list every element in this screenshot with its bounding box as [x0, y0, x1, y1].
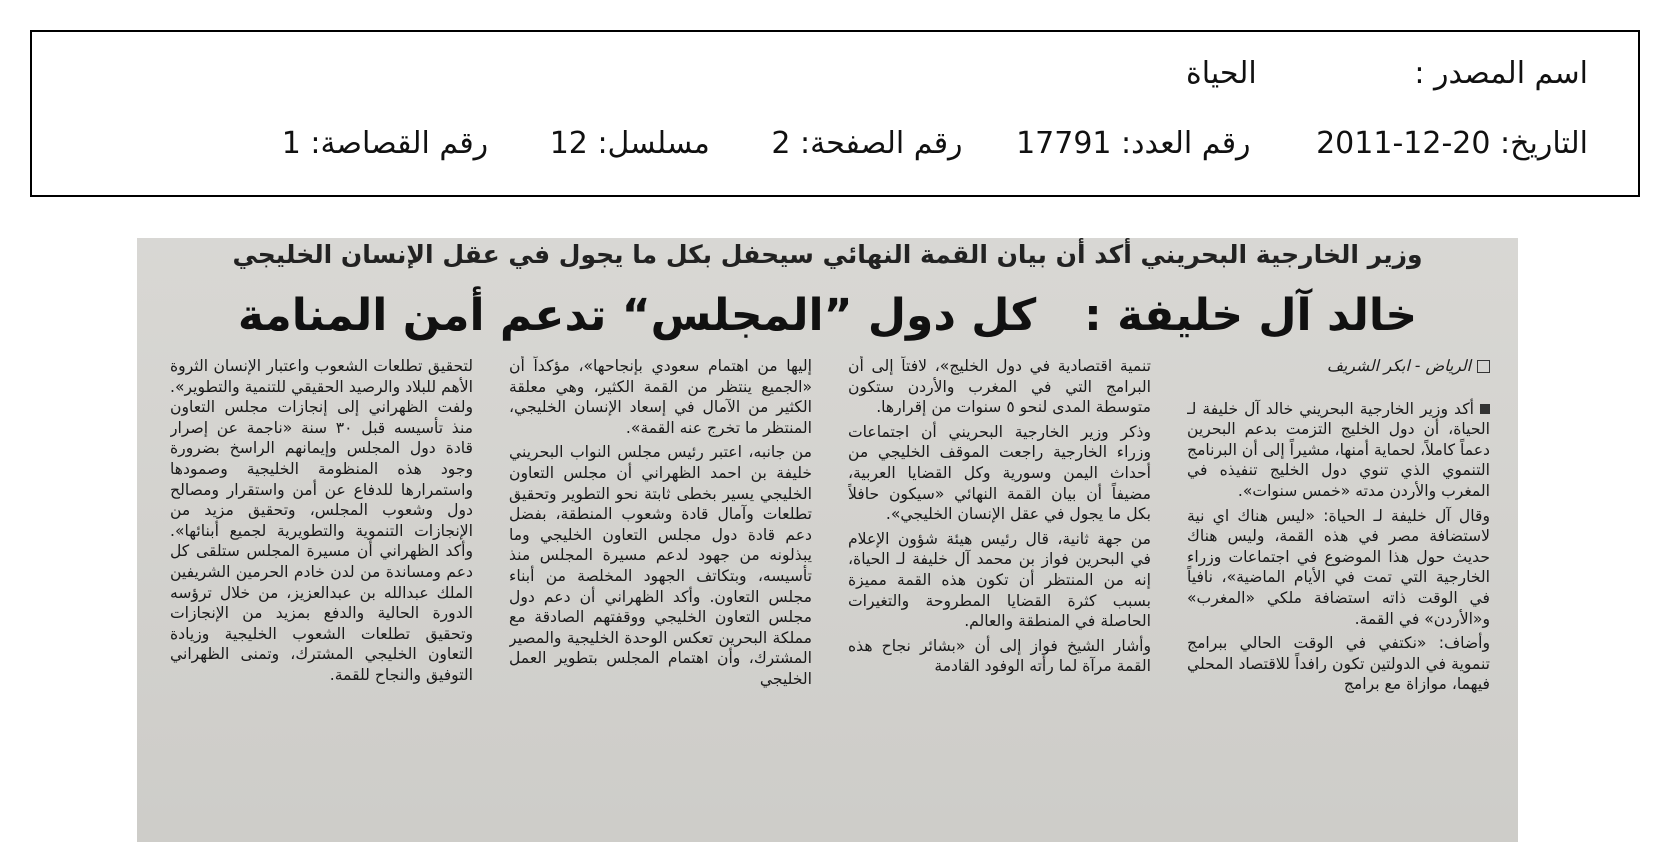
- date-field: التاريخ: 20-12-2011: [1316, 126, 1588, 161]
- paragraph: [1187, 399, 1490, 502]
- paragraph: تنمية اقتصادية في دول الخليج»، لافتاً إلى أن البرامج التي في المغرب والأردن ستكون متوسطة المدى لنحو ٥ سنوات من إقرارها.: [848, 357, 1151, 417]
- clip-number: رقم القصاصة: 1: [281, 126, 489, 161]
- article-column-4: [170, 356, 473, 836]
- paragraph: وذكر وزير الخارجية البحريني أن اجتماعات وزراء الخارجية راجعت الموقف الخليجي من أحداث اليمن وسورية وكل القضايا العربية، مضيفاً أن بيان القمة النهائي «سيكون حافلاً بكل ما يجول في عقل الإنسان الخليجي».: [848, 422, 1151, 524]
- paragraph: من جهة ثانية، قال رئيس هيئة شؤون الإعلام في البحرين فواز بن محمد آل خليفة لـ الحياة، إنه من المنتظر أن تكون هذه القمة مميزة بسبب كثرة القضايا المطروحة والتغيرات الحاصلة في المنطقة والعالم.: [848, 529, 1151, 631]
- paragraph: إليها من اهتمام سعودي بإنجاحها»، مؤكداً أن «الجميع ينتظر من القمة الكثير، وهي معلقة الكثير من الآمال في إسعاد الإنسان الخليجي، المنتظر ما تخرج عنه القمة».: [509, 357, 812, 437]
- paragraph: وأشار الشيخ فواز إلى أن «بشائر نجاح هذه القمة مرآة لما رأته الوفود القادمة: [848, 636, 1151, 676]
- headline-part-2: كل دول ”المجلس“ تدعم أمن المنامة: [237, 290, 1037, 341]
- paragraph: من جانبه، اعتبر رئيس مجلس النواب البحريني خليفة بن احمد الظهراني أن مجلس التعاون الخليجي يسير بخطى ثابتة نحو التطوير وتحقيق تطلعات وآمال قادة وشعوب المنطقة، بفضل دعم قادة دول مجلس التعاون الخليجي وما يبذلونه من جهود لدعم مسيرة المجلس منذ تأسيسه، وبتكاتف الجهود المخلصة من أبناء مجلس التعاون. وأكد الظهراني أن دعم دول مجلس التعاون الخليجي ووقفتهم الصادقة مع مملكة البحرين تعكس الوحدة الخليجية والمصير المشترك، وأن اهتمام المجلس بتطوير العمل الخليجي: [509, 443, 812, 688]
- article-column-1: [1187, 356, 1490, 836]
- serial-number: مسلسل: 12: [549, 126, 710, 161]
- issue-number: رقم العدد: 17791: [1016, 126, 1251, 161]
- paragraph-text: أكد وزير الخارجية البحريني خالد آل خليفة لـ الحياة، أن دول الخليج التزمت بدعم البحرين دعماً كاملاً، لحماية أمنها، مشيراً إلى أن البرنامج التنموي الذي تنوي دول الخليج تنفيذه في المغرب والأردن مدته «خمس سنوات».: [1187, 399, 1490, 500]
- page-number: رقم الصفحة: 2: [771, 126, 963, 161]
- article-column-2: [848, 356, 1151, 836]
- clipping-metadata-box: [30, 30, 1640, 197]
- source-label: اسم المصدر :: [1414, 56, 1588, 91]
- paragraph: وقال آل خليفة لـ الحياة: «ليس هناك اي نية لاستضافة مصر في هذه القمة، وليس هناك حديث حول هذا الموضوع في اجتماعات وزراء الخارجية التي تمت في الأيام الماضية»، نافياً في الوقت ذاته استضافة ملكي «المغرب» و«الأردن» في القمة.: [1187, 506, 1490, 628]
- source-line: [1186, 54, 1588, 94]
- paragraph: لتحقيق تطلعات الشعوب واعتبار الإنسان الثروة الأهم للبلاد والرصيد الحقيقي للتنمية والتطوير». ولفت الظهراني إلى إنجازات مجلس التعاون منذ تأسيسه قبل ٣٠ سنة «ناجمة عن إصرار قادة دول المجلس وإيمانهم الراسخ بضرورة وجود هذه المنظومة الخليجية وصمودها واستمرارها للدفاع عن أمن واستقرار ومصالح دول وشعوب المجلس، وتحقيق مزيد من الإنجازات التنموية والتطويرية لجميع أبنائها». وأكد الظهراني أن مسيرة المجلس ستلقى كل دعم ومساندة من لدن خادم الحرمين الشريفين الملك عبدالله بن عبدالعزيز، من خلال ترؤسه الدورة الحالية والدفع بمزيد من الإنجازات وتحقيق تطلعات الشعوب الخليجية وزيادة التعاون الخليجي المشترك، وتمنى الظهراني التوفيق والنجاح للقمة.: [170, 357, 473, 684]
- paragraph: وأضاف: «نكتفي في الوقت الحالي ببرامج تنموية في الدولتين تكون رافداً للاقتصاد المحلي فيهما، موازاة مع برامج: [1187, 634, 1490, 694]
- article-columns: [170, 356, 1490, 836]
- newspaper-clipping: [137, 238, 1518, 842]
- lead-square-icon: [1480, 404, 1490, 414]
- article-headline: [137, 288, 1518, 344]
- byline-box-icon: [1477, 360, 1490, 373]
- article-kicker: وزير الخارجية البحريني أكد أن بيان القمة النهائي سيحفل بكل ما يجول في عقل الإنسان الخليجي: [232, 240, 1423, 269]
- article-column-3: [509, 356, 812, 836]
- byline: [1187, 356, 1490, 377]
- source-value: الحياة: [1186, 56, 1257, 91]
- byline-text: الرياض - ابكر الشريف: [1326, 357, 1471, 375]
- headline-part-1: خالد آل خليفة :: [1084, 290, 1418, 341]
- info-line: [282, 124, 1588, 164]
